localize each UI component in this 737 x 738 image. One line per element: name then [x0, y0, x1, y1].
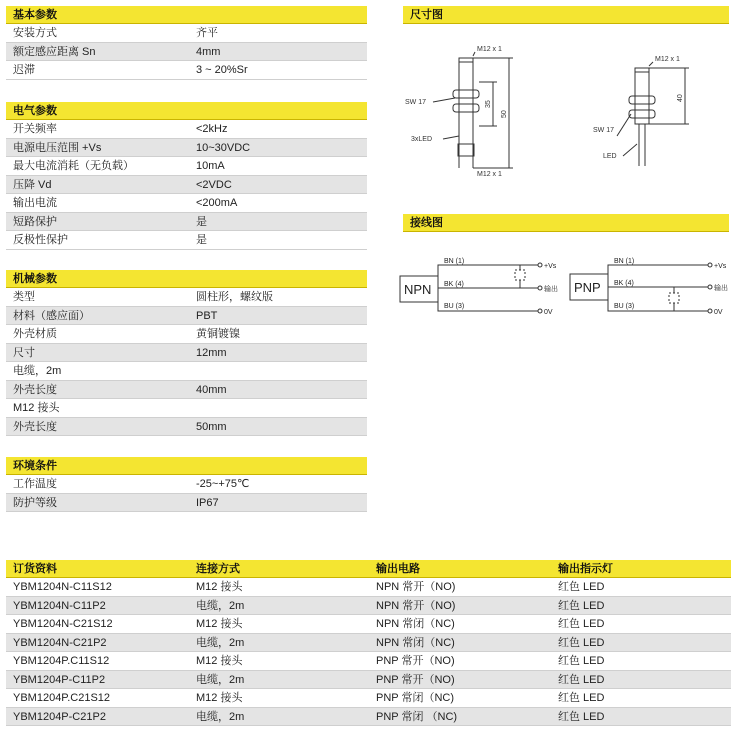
spec-row: 尺寸 12mm — [6, 344, 367, 363]
spec-row: 短路保护 是 — [6, 213, 367, 232]
table-row: YBM1204P.C21S12 M12 接头 PNP 常闭（NC) 红色 LED — [6, 689, 731, 708]
table-row: YBM1204P-C11P2 电缆，2m PNP 常开（NO) 红色 LED — [6, 671, 731, 690]
table-row: YBM1204P-C21P2 电缆，2m PNP 常闭 （NC) 红色 LED — [6, 708, 731, 727]
spec-row: 安装方式 齐平 — [6, 24, 367, 43]
left-thread-bottom-label: M12 x 1 — [477, 171, 502, 178]
npn-bu-label: BU (3) — [444, 303, 465, 310]
wiring-header: 接线图 — [403, 214, 729, 232]
order-header-row — [6, 560, 731, 578]
npn-0v-label: 0V — [544, 309, 553, 316]
electrical-header: 电气参数 — [6, 102, 367, 120]
wiring-diagram — [398, 250, 733, 320]
spec-row: 最大电流消耗（无负载） 10mA — [6, 157, 367, 176]
npn-vs-label: +Vs — [544, 263, 557, 270]
spec-row: M12 接头 — [6, 399, 367, 418]
npn-out-label: 输出 — [544, 286, 558, 293]
dim-40-label: 40 — [677, 94, 684, 102]
spec-row: 压降 Vd <2VDC — [6, 176, 367, 195]
environment-header: 环境条件 — [6, 457, 367, 475]
pnp-bk-label: BK (4) — [614, 280, 634, 287]
dim-50-label: 50 — [501, 110, 508, 118]
pnp-bu-label: BU (3) — [614, 303, 635, 310]
left-sw-label: SW 17 — [405, 99, 427, 106]
spec-row: 防护等级 IP67 — [6, 494, 367, 513]
table-row: YBM1204N-C21S12 M12 接头 NPN 常闭（NC) 红色 LED — [6, 615, 731, 634]
spec-row: 反极性保护 是 — [6, 231, 367, 250]
order-header-output: 输出电路 — [376, 563, 420, 575]
table-row: YBM1204N-C21P2 电缆，2m NPN 常闭（NC) 红色 LED — [6, 634, 731, 653]
wiring-section — [403, 214, 729, 232]
npn-label: NPN — [404, 282, 432, 297]
order-header-indicator: 输出指示灯 — [558, 563, 613, 575]
npn-bk-label: BK (4) — [444, 281, 464, 288]
dimension-drawing — [403, 40, 729, 190]
spec-row: 电缆，2m — [6, 362, 367, 381]
dimensions-header: 尺寸图 — [403, 6, 729, 24]
spec-row: 迟滞 3 ~ 20%Sr — [6, 61, 367, 80]
spec-row: 开关频率 <2kHz — [6, 120, 367, 139]
pnp-label: PNP — [574, 280, 601, 295]
spec-row: 材料（感应面） PBT — [6, 307, 367, 326]
pnp-vs-label: +Vs — [714, 263, 727, 270]
spec-row: 外壳材质 黄铜镀镍 — [6, 325, 367, 344]
left-led-label: 3xLED — [411, 136, 433, 143]
table-row: YBM1204N-C11S12 M12 接头 NPN 常开（NO) 红色 LED — [6, 578, 731, 597]
spec-row: 外壳长度 40mm — [6, 381, 367, 400]
pnp-bn-label: BN (1) — [614, 258, 635, 265]
spec-row: 工作温度 -25~+75℃ — [6, 475, 367, 494]
right-led-label: LED — [603, 153, 617, 160]
spec-row: 额定感应距离 Sn 4mm — [6, 43, 367, 62]
basic-section — [6, 6, 367, 80]
right-sw-label: SW 17 — [593, 127, 615, 134]
spec-row: 类型 圆柱形，螺纹版 — [6, 288, 367, 307]
right-thread-top-label: M12 x 1 — [655, 56, 680, 63]
order-header-model: 订货资料 — [13, 563, 57, 575]
spec-row: 外壳长度 50mm — [6, 418, 367, 437]
electrical-section — [6, 102, 367, 250]
table-row: YBM1204N-C11P2 电缆，2m NPN 常开（NO) 红色 LED — [6, 597, 731, 616]
table-row: YBM1204P.C11S12 M12 接头 PNP 常开（NO) 红色 LED — [6, 652, 731, 671]
dimensions-section — [403, 6, 729, 24]
basic-header: 基本参数 — [6, 6, 367, 24]
left-thread-top-label: M12 x 1 — [477, 46, 502, 53]
npn-bn-label: BN (1) — [444, 258, 465, 265]
environment-section — [6, 457, 367, 512]
pnp-0v-label: 0V — [714, 309, 723, 316]
pnp-out-label: 输出 — [714, 285, 728, 292]
spec-row: 输出电流 <200mA — [6, 194, 367, 213]
order-table — [6, 560, 731, 726]
spec-row: 电源电压范围 +Vs 10~30VDC — [6, 139, 367, 158]
dim-35-label: 35 — [485, 100, 492, 108]
mechanical-header: 机械参数 — [6, 270, 367, 288]
mechanical-section — [6, 270, 367, 436]
order-header-connection: 连接方式 — [196, 563, 240, 575]
